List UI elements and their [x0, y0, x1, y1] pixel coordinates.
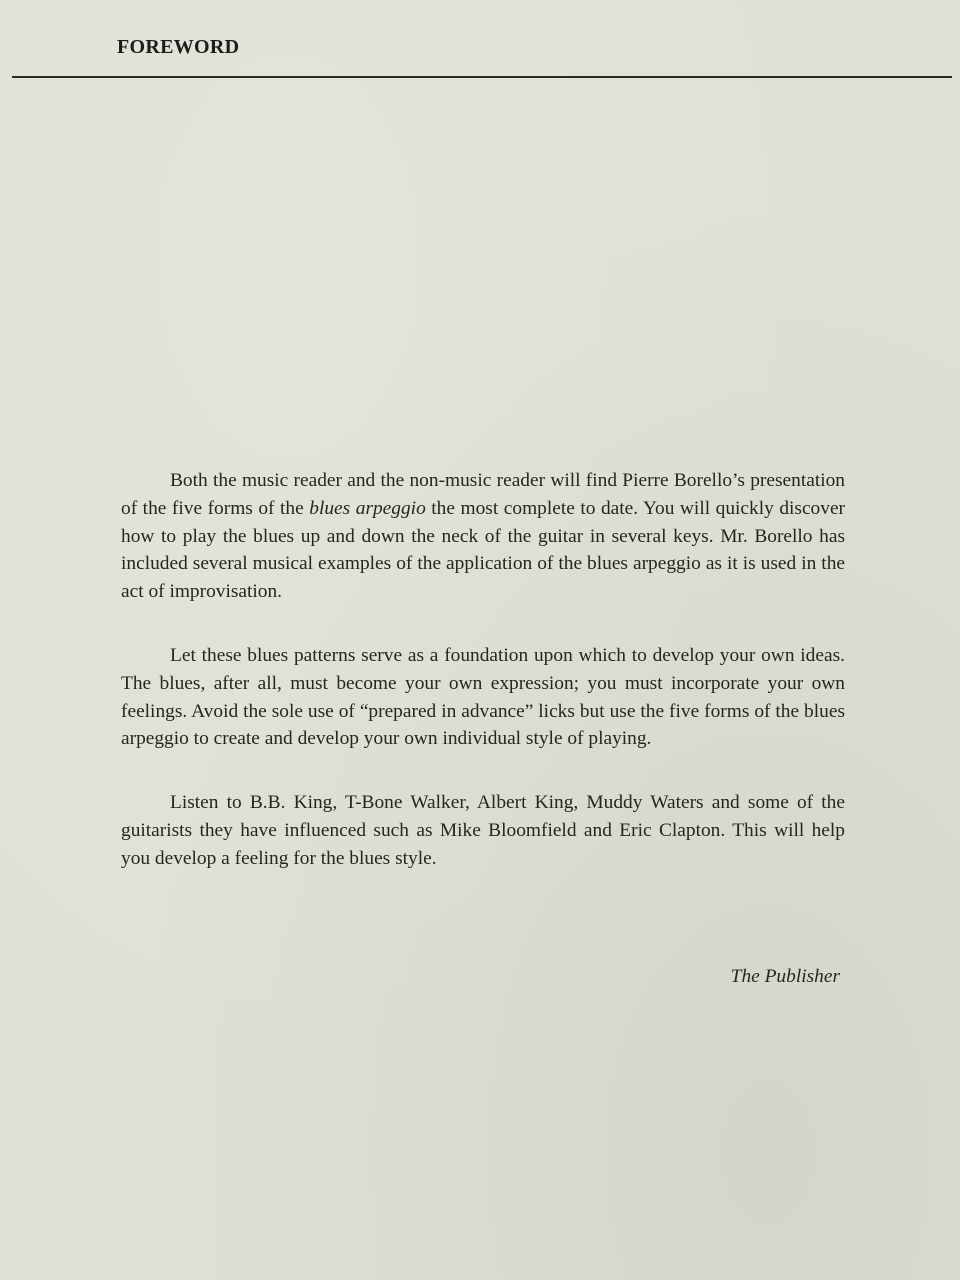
paragraph-2: Let these blues patterns serve as a foundation upon which to develop your own ideas. The blues, after all, must become your own expression; you must incorporate your own feelings. Avoid the sole use of “prepared in advance” licks but use the five forms of the blues arpeggio to create and develop your own individual style of playing.: [121, 644, 845, 750]
foreword-body: [121, 467, 845, 909]
paragraph-1: [121, 467, 845, 606]
signature: The Publisher: [730, 966, 840, 987]
paragraph-1-emphasis: blues arpeggio: [309, 497, 426, 519]
paragraph-3: Listen to B.B. King, T-Bone Walker, Albert King, Muddy Waters and some of the guitarists they have influenced such as Mike Bloomfield and Eric Clapton. This will help you develop a feeling for the blues style.: [121, 792, 845, 869]
running-head: FOREWORD: [117, 36, 240, 58]
paragraph-1-text-a: Both the music reader and the non-music reader will find Pierre Borello’s presentation of the five forms of the: [121, 470, 845, 519]
header-rule: [12, 76, 952, 78]
paragraph-1-text-b: the most complete to date. You will quickly discover how to play the blues up and down the neck of the guitar in several keys. Mr. Borello has included several musical examples of the application of the blues arpeggio as it is used in the act of improvisation.: [121, 497, 846, 603]
